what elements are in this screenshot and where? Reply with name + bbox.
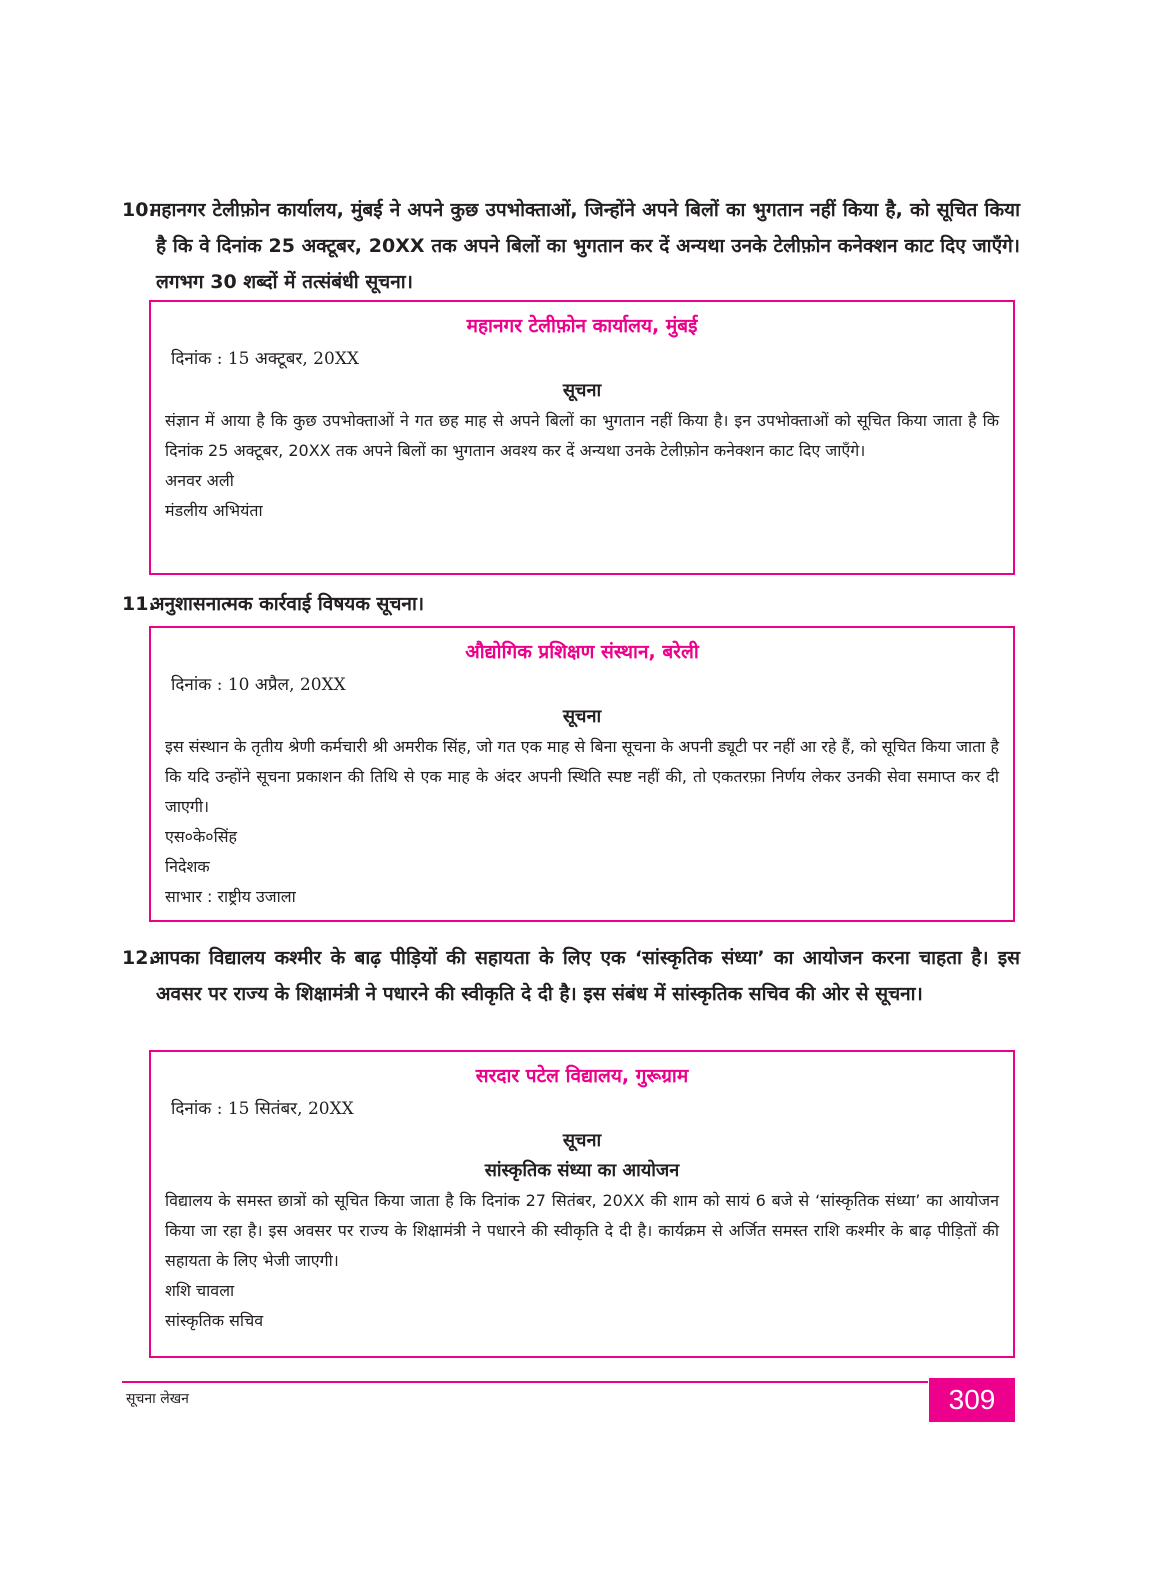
notice-subheading: सांस्कृतिक संध्या का आयोजन xyxy=(484,1160,680,1181)
notice-signatory: शशि चावला xyxy=(165,1281,235,1300)
notice-designation: निदेशक xyxy=(165,857,210,876)
notice-org-title: सरदार पटेल विद्यालय, गुरूग्राम xyxy=(475,1065,689,1087)
notice-source: साभार : राष्ट्रीय उजाला xyxy=(165,887,296,906)
notice-box-iti xyxy=(149,626,1015,922)
notice-designation: सांस्कृतिक सचिव xyxy=(165,1311,264,1330)
notice-date: दिनांक : 15 सितंबर, 20XX xyxy=(171,1099,354,1119)
notice-heading: सूचना xyxy=(562,1130,602,1151)
notice-designation: मंडलीय अभियंता xyxy=(165,501,263,520)
question-11 xyxy=(122,586,1020,622)
notice-org-title: महानगर टेलीफ़ोन कार्यालय, मुंबई xyxy=(466,315,698,337)
notice-date: दिनांक : 15 अक्टूबर, 20XX xyxy=(171,349,360,369)
question-text: अनुशासनात्मक कार्रवाई विषयक सूचना। xyxy=(150,593,425,615)
notice-signatory: एस०के०सिंह xyxy=(165,827,238,846)
footer-chapter-label: सूचना लेखन xyxy=(126,1391,189,1407)
notice-heading: सूचना xyxy=(562,706,602,727)
question-text: महानगर टेलीफ़ोन कार्यालय, मुंबई ने अपने कुछ उपभोक्ताओं, जिन्होंने अपने बिलों का भुगतान नहीं किया है, को सूचित किया है कि वे दिनांक 25 अक्टूबर, 20XX तक अपने बिलों का भुगतान कर दें अन्यथा उनके टेलीफ़ोन कनेक्शन काट दिए जाएँगे। लगभग 30 शब्दों में तत्संबंधी सूचना। xyxy=(150,199,1020,293)
notice-box-school xyxy=(149,1050,1015,1358)
question-number: 10. xyxy=(122,199,156,221)
notice-heading: सूचना xyxy=(562,380,602,401)
page-number: 309 xyxy=(929,1378,1015,1422)
notice-box-telephone xyxy=(149,300,1015,575)
question-12 xyxy=(122,940,1020,1012)
footer-divider xyxy=(122,1381,928,1383)
notice-signatory: अनवर अली xyxy=(165,471,234,490)
question-10 xyxy=(122,192,1020,300)
question-text: आपका विद्यालय कश्मीर के बाढ़ पीड़ियों की सहायता के लिए एक ‘सांस्कृतिक संध्या’ का आयोजन करना चाहता है। इस अवसर पर राज्य के शिक्षामंत्री ने पधारने की स्वीकृति दे दी है। इस संबंध में सांस्कृतिक सचिव की ओर से सूचना। xyxy=(150,947,1020,1005)
question-number: 11. xyxy=(122,593,156,615)
question-number: 12. xyxy=(122,947,156,969)
notice-body: इस संस्थान के तृतीय श्रेणी कर्मचारी श्री अमरीक सिंह, जो गत एक माह से बिना सूचना के अपनी ड्यूटी पर नहीं आ रहे हैं, को सूचित किया जाता है कि यदि उन्होंने सूचना प्रकाशन की तिथि से एक माह के अंदर अपनी स्थिति स्पष्ट नहीं की, तो एकतरफ़ा निर्णय लेकर उनकी सेवा समाप्त कर दी जाएगी। xyxy=(165,737,999,816)
notice-body: विद्यालय के समस्त छात्रों को सूचित किया जाता है कि दिनांक 27 सितंबर, 20XX की शाम को सायं 6 बजे से ‘सांस्कृतिक संध्या’ का आयोजन किया जा रहा है। इस अवसर पर राज्य के शिक्षामंत्री ने पधारने की स्वीकृति दे दी है। कार्यक्रम से अर्जित समस्त राशि कश्मीर के बाढ़ पीड़ितों की सहायता के लिए भेजी जाएगी। xyxy=(165,1191,999,1270)
notice-org-title: औद्योगिक प्रशिक्षण संस्थान, बरेली xyxy=(465,641,699,663)
notice-body: संज्ञान में आया है कि कुछ उपभोक्ताओं ने गत छह माह से अपने बिलों का भुगतान नहीं किया है। इन उपभोक्ताओं को सूचित किया जाता है कि दिनांक 25 अक्टूबर, 20XX तक अपने बिलों का भुगतान अवश्य कर दें अन्यथा उनके टेलीफ़ोन कनेक्शन काट दिए जाएँगे। xyxy=(165,411,999,460)
notice-date: दिनांक : 10 अप्रैल, 20XX xyxy=(171,675,346,695)
